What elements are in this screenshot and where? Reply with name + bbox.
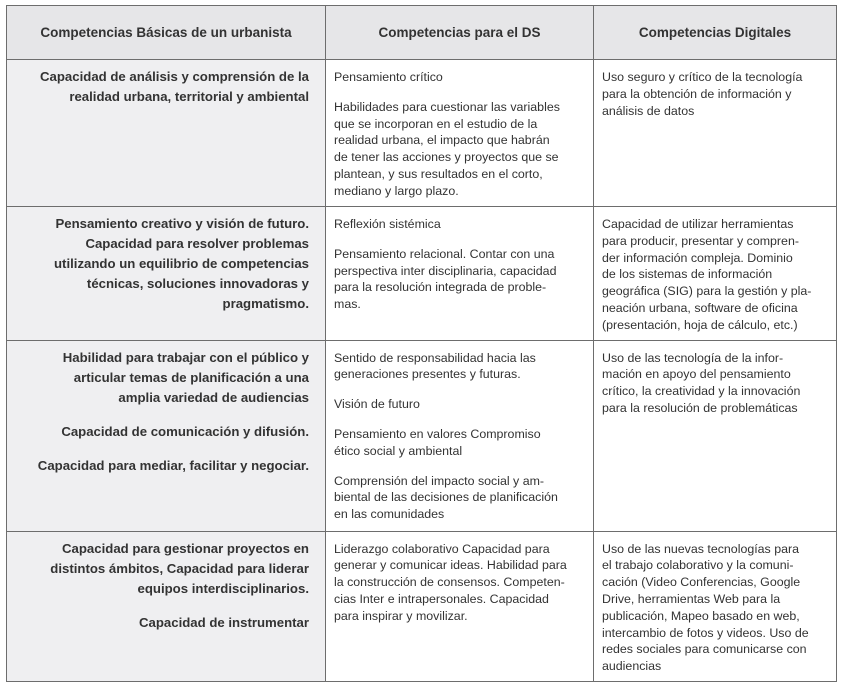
cell-basic [7,531,326,681]
cell-paragraph: Habilidad para trabajar con el público y articular temas de planificación a una amplia variedad de audiencias [62,349,309,405]
cell-paragraph: Pensamiento relacional. Contar con una perspectiva inter disciplinaria, capacidad para la resolución integrada de proble- mas. [334,246,557,312]
cell-ds [326,60,594,207]
cell-paragraph: Capacidad para gestionar proyectos en distintos ámbitos, Capacidad para liderar equipos interdisciplinarios. [50,540,309,596]
header-ds: Competencias para el DS [326,6,594,60]
cell-paragraph: Capacidad de comunicación y difusión. [61,423,309,439]
cell-basic [7,207,326,341]
cell-paragraph: Visión de futuro [334,397,420,412]
cell-digital [594,531,837,681]
cell-paragraph: Reflexión sistémica [334,217,441,231]
cell-paragraph: Liderazgo colaborativo Capacidad para generar y comunicar ideas. Habilidad para la construcción de consensos. Competen- cias Inter e intrapersonales. Capacidad para inspirar y movilizar. [334,541,567,623]
cell-paragraph: Uso seguro y crítico de la tecnología para la obtención de información y análisis de datos [602,70,803,118]
cell-paragraph: Capacidad de análisis y comprensión de la realidad urbana, territorial y ambiental [40,69,309,104]
cell-basic [7,340,326,531]
table-row [7,531,837,681]
cell-paragraph: Pensamiento en valores Compromiso ético social y ambiental [334,426,541,458]
cell-digital [594,207,837,341]
cell-paragraph: Pensamiento creativo y visión de futuro. Capacidad para resolver problemas utilizando un equilibrio de competencias técnicas, soluciones innovadoras y pragmatismo. [54,216,309,311]
cell-ds [326,207,594,341]
cell-paragraph: Capacidad de instrumentar [138,614,309,630]
header-digital: Competencias Digitales [594,6,837,60]
cell-paragraph: Uso de las tecnología de la infor- mación en apoyo del pensamiento crítico, la creatividad y la innovación para la resolución de problemáticas [602,350,801,415]
table-row [7,207,837,341]
cell-ds [326,340,594,531]
cell-paragraph: Capacidad para mediar, facilitar y negociar. [37,457,309,473]
cell-basic [7,60,326,207]
competencias-table [6,5,837,682]
cell-paragraph: Uso de las nuevas tecnologías para el trabajo colaborativo y la comuni- cación (Video Conferencias, Google Drive, herramientas Web para la publicación, Mapeo basado en web, intercambio de fotos y videos. Uso de redes sociales para comunicarse con audiencias [602,541,809,674]
header-basic: Competencias Básicas de un urbanista [7,6,326,60]
cell-paragraph: Pensamiento crítico [334,70,443,84]
cell-paragraph: Sentido de responsabilidad hacia las generaciones presentes y futuras. [334,350,536,382]
cell-ds [326,531,594,681]
cell-paragraph: Capacidad de utilizar herramientas para producir, presentar y compren- der información compleja. Dominio de los sistemas de información geográfica (SIG) para la gestión y pla- neación urbana, software de oficina (presentación, hoja de cálculo, etc.) [602,217,812,332]
table-row [7,340,837,531]
cell-digital [594,60,837,207]
cell-paragraph: Comprensión del impacto social y am- biental de las decisiones de planificación en las comunidades [334,473,558,522]
cell-digital [594,340,837,531]
header-row [7,6,837,60]
cell-paragraph: Habilidades para cuestionar las variables que se incorporan en el estudio de la realidad urbana, el impacto que habrán de tener las acciones y proyectos que se plantean, y sus resultados en el corto, mediano y largo plazo. [334,99,560,198]
table-row [7,60,837,207]
